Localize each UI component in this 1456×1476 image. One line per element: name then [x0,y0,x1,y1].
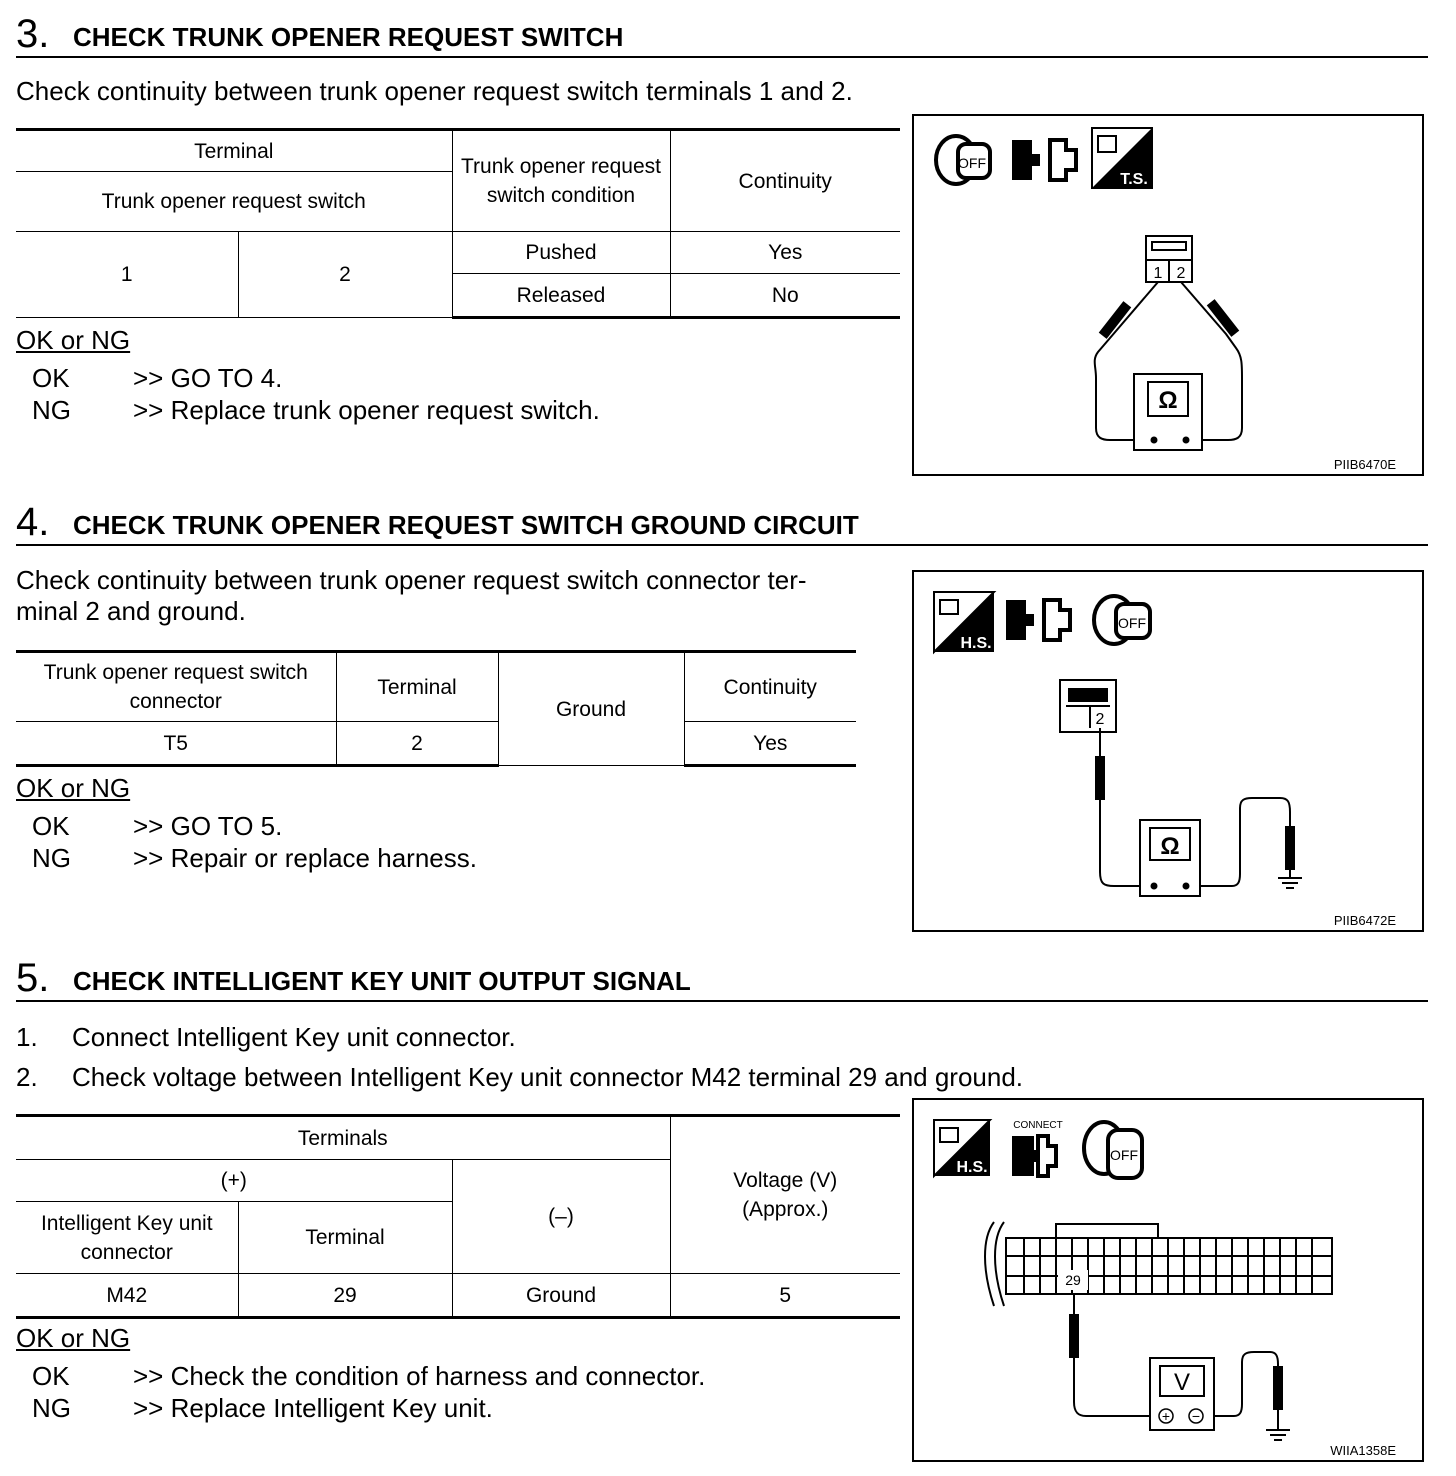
ground-icon [1266,1420,1290,1440]
ng-action: >> Replace Intelligent Key unit. [133,1393,493,1423]
off-label: OFF [1118,615,1146,631]
section-3-ok-or-ng [16,324,600,426]
ok-or-ng-label: OK or NG [16,773,131,803]
header-continuity: Continuity [670,130,900,232]
cell-voltage: 5 [670,1274,900,1318]
header-connector: Intelligent Key unit connector [16,1202,238,1274]
cell-minus: Ground [452,1274,670,1318]
cell-terminal: 29 [238,1274,452,1318]
voltmeter-icon [1150,1358,1214,1430]
disconnect-connector-icon [1012,140,1076,180]
cell-continuity: Yes [670,232,900,274]
probe-left [1069,1314,1079,1358]
section-5-header [16,956,1428,1002]
switch-connector [1060,680,1116,732]
step-text: Check voltage between Intelligent Key unit connector M42 terminal 29 and ground. [72,1062,1024,1092]
section-5-number: 5. [16,956,50,1000]
cell-condition: Released [452,274,670,318]
voltage-label: Voltage (V) [733,1169,838,1192]
cell-connector: M42 [16,1274,238,1318]
ok-action: >> Check the condition of harness and connector. [133,1361,706,1391]
section-4-intro-line1: Check continuity between trunk opener request switch connector ter- [16,565,807,595]
pin-2-label: 2 [1176,265,1186,282]
harness-side-icon [934,1120,990,1176]
ts-label: T.S. [1120,171,1148,188]
section-3-intro: Check continuity between trunk opener request switch terminals 1 and 2. [16,76,853,106]
header-plus: (+) [16,1160,452,1202]
cell-condition: Pushed [452,232,670,274]
cell-terminal: 2 [336,722,498,766]
ng-key: NG [32,1393,71,1423]
ok-or-ng-label: OK or NG [16,325,131,355]
ng-key: NG [32,395,71,425]
harness-side-icon [934,592,994,652]
section-4-table [16,650,856,767]
header-ground: Ground [498,652,684,766]
probe-left [1095,756,1105,800]
approx-label: (Approx.) [742,1198,829,1221]
ohmmeter-icon [1134,374,1202,450]
figure-WIIA1358E [912,1098,1424,1462]
ignition-off-icon [936,136,990,184]
section-4-intro-line2: minal 2 and ground. [16,596,246,626]
header-terminals: Terminals [16,1116,670,1160]
header-terminal: Terminal [238,1202,452,1274]
probe-right [1273,1366,1283,1410]
pin-2-label: 2 [1095,711,1105,728]
section-5-title: CHECK INTELLIGENT KEY UNIT OUTPUT SIGNAL [73,966,691,996]
header-voltage [670,1116,900,1274]
connect-connector-icon [1012,1120,1063,1176]
section-4-title: CHECK TRUNK OPENER REQUEST SWITCH GROUND CIRCUIT [73,510,859,540]
header-switch: Trunk opener request switch [16,172,452,232]
section-4-header [16,500,1428,546]
step-number: 2. [16,1062,38,1092]
section-4-number: 4. [16,500,50,544]
step-text: Connect Intelligent Key unit connector. [72,1022,516,1052]
cell-continuity: Yes [684,722,856,766]
ng-key: NG [32,843,71,873]
plus-terminal: + [1161,1408,1171,1424]
volt-symbol: V [1173,1369,1191,1396]
ok-key: OK [32,1361,70,1391]
section-3-header [16,12,1428,58]
switch-connector [1146,236,1192,282]
section-5-table [16,1114,900,1319]
header-minus: (–) [452,1160,670,1274]
ohmmeter-icon [1140,820,1200,896]
ng-action: >> Repair or replace harness. [133,843,477,873]
trouble-shooting-icon [1092,128,1152,188]
ground-icon [1278,868,1302,888]
ok-action: >> GO TO 5. [133,811,283,841]
header-terminal: Terminal [16,130,452,172]
disconnect-connector-icon [1006,600,1070,640]
section-3-title: CHECK TRUNK OPENER REQUEST SWITCH [73,22,624,52]
intelligent-key-unit-connector [985,1222,1332,1306]
cell-continuity: No [670,274,900,318]
ok-key: OK [32,811,70,841]
connect-label: CONNECT [1013,1120,1063,1131]
ohm-symbol: Ω [1158,387,1178,414]
figure-PIIB6470E [912,114,1424,476]
step-number: 1. [16,1022,38,1052]
ok-or-ng-label: OK or NG [16,1323,131,1353]
cell-terminal-2: 2 [238,232,452,318]
figure-code: PIIB6470E [1333,457,1396,472]
figure-code: WIIA1358E [1330,1443,1396,1458]
off-label: OFF [1110,1147,1138,1163]
off-label: OFF [958,155,986,171]
cell-terminal-1: 1 [16,232,238,318]
cell-connector: T5 [16,722,336,766]
hs-label: H.S. [960,635,992,652]
header-connector: Trunk opener request switch connector [16,652,336,722]
ok-key: OK [32,363,70,393]
ng-action: >> Replace trunk opener request switch. [133,395,600,425]
figure-PIIB6472E [912,570,1424,932]
section-3-table [16,128,900,319]
ohm-symbol: Ω [1160,833,1180,860]
section-4-ok-or-ng [16,772,477,874]
header-terminal: Terminal [336,652,498,722]
probe-right [1285,826,1295,870]
header-condition: Trunk opener request switch condition [452,130,670,232]
section-5-ok-or-ng [16,1322,706,1424]
figure-code: PIIB6472E [1333,913,1396,928]
ok-action: >> GO TO 4. [133,363,283,393]
ignition-off-icon [1094,596,1150,644]
pin-29-label: 29 [1065,1272,1081,1288]
header-continuity: Continuity [684,652,856,722]
hs-label: H.S. [956,1159,988,1176]
section-3-number: 3. [16,12,50,56]
ignition-off-icon [1084,1122,1142,1178]
pin-1-label: 1 [1153,265,1163,282]
minus-terminal: − [1191,1408,1201,1424]
